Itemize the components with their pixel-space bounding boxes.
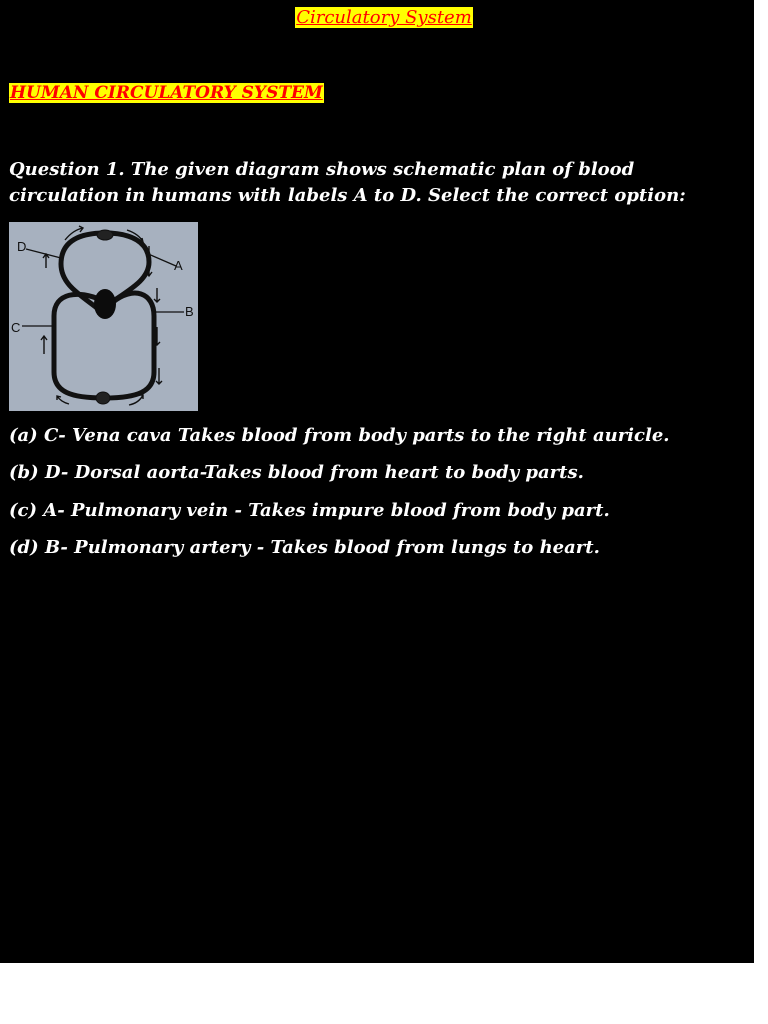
flow-arrow-icon [154,288,160,302]
section-heading-text: HUMAN CIRCULATORY SYSTEM [10,83,323,103]
option-d: (d) B- Pulmonary artery - Takes blood from lungs to heart. [9,537,600,558]
document-title [0,7,768,28]
figure-label-a: A [174,258,183,273]
figure-label-d: D [17,239,27,254]
flow-arrow-icon [57,396,69,404]
section-heading [9,83,324,103]
flow-arrow-icon [156,368,162,384]
body-capillary-node [96,392,110,404]
option-b: (b) D- Dorsal aorta-Takes blood from heart to body parts. [9,462,584,483]
lung-capillary-node [97,230,113,240]
circulation-diagram [9,222,198,411]
question-text: Question 1. The given diagram shows schematic plan of blood circulation in humans with labels A to D. Select the correct option: [9,159,686,206]
heart-shape [94,289,116,319]
flow-arrow-icon [41,336,47,354]
figure-label-b: B [185,304,194,319]
flow-arrow-icon [43,254,49,268]
circulation-diagram-svg [9,222,198,411]
figure-label-c: C [11,320,21,335]
document-title-text: Circulatory System [296,7,472,28]
option-a: (a) C- Vena cava Takes blood from body parts to the right auricle. [9,425,670,446]
option-c: (c) A- Pulmonary vein - Takes impure blood from body part. [9,500,610,521]
